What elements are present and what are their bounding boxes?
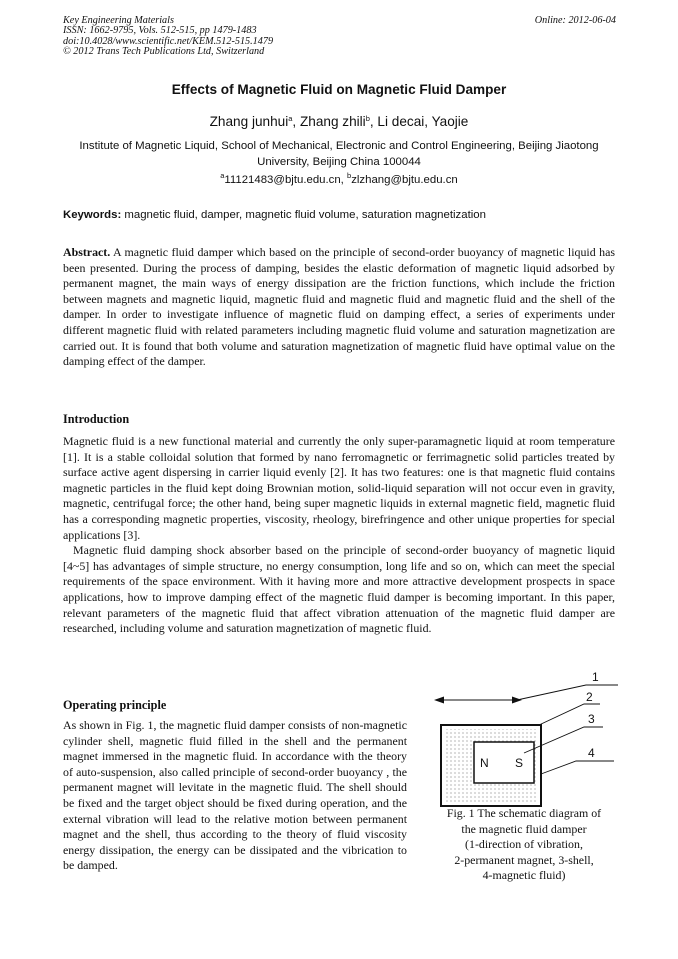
author-list xyxy=(0,114,678,129)
vibration-direction-arrow xyxy=(434,697,522,704)
abstract xyxy=(63,245,615,370)
keywords-label: Keywords: xyxy=(63,209,122,221)
operating-principle-body: As shown in Fig. 1, the magnetic fluid damper consists of non-magnetic cylinder shell, magnetic fluid filled in the shell and the permanent magnet immersed in the magnetic fluid. In accordance with the theory of auto-suspension, also called principle of second-order buoyancy , the permanent magnet will levitate in the magnetic fluid. The shell should be fixed and the target object should be fixed during operation, and the external vibration will lead to the relative motion between permanent magnet and the shell, thus according to the theory of fluid viscosity energy dissipation, the energy can be dissipated and the vibrication to be damped. xyxy=(63,718,407,873)
operating-principle-heading: Operating principle xyxy=(63,698,167,712)
damper-schematic-figure xyxy=(430,668,620,816)
author-2-mark: b xyxy=(365,114,370,123)
author-1: Zhang junhui xyxy=(209,114,289,129)
figure-label-4: 4 xyxy=(588,746,595,760)
figure-label-3: 3 xyxy=(588,712,595,726)
caption-line: (1-direction of vibration, xyxy=(465,837,583,852)
figure-label-2: 2 xyxy=(586,690,593,704)
introduction-paragraph-2: Magnetic fluid damping shock absorber based on the principle of second-order buoyancy of magnetic liquid [4~5] has advantages of simple structure, no energy consumption, long life and so on, which can meet the special requirements of the space environment. With it having more and more attractive development prospects in space applications, how to improve damping effect of the magnetic fluid damper is becoming important. In this paper, relevant parameters of the magnetic fluid that affect vibration attenuation of the magnetic fluid damper are researched, including volume and saturation magnetization of magnetic fluid. xyxy=(63,543,615,636)
caption-line: Fig. 1 The schematic diagram of xyxy=(446,806,602,820)
copyright-line: © 2012 Trans Tech Publications Ltd, Switzerland xyxy=(63,46,265,58)
paper-title: Effects of Magnetic Fluid on Magnetic Fluid Damper xyxy=(171,82,507,97)
keywords-text: magnetic fluid, damper, magnetic fluid volume, saturation magnetization xyxy=(121,209,486,221)
introduction-heading: Introduction xyxy=(63,412,130,426)
publication-info xyxy=(63,16,273,58)
email-b-mark: b xyxy=(347,171,352,180)
caption-line: 2-permanent magnet, 3-shell, xyxy=(454,852,594,867)
email-a-mark: a xyxy=(220,171,225,180)
abstract-label: Abstract. xyxy=(63,245,111,259)
keywords xyxy=(63,209,486,221)
affiliation: Institute of Magnetic Liquid, School of Mechanical, Electronic and Control Engineering, Beijing Jiaotong University, Beijing China 100044 xyxy=(79,140,599,168)
figure-label-1: 1 xyxy=(592,670,599,684)
figure-caption xyxy=(426,806,622,884)
email-b: zlzhang@bjtu.edu.cn xyxy=(351,174,458,186)
issn-line: ISSN: 1662-9795, Vols. 512-515, pp 1479-1483 xyxy=(63,25,257,37)
caption-line: 4-magnetic fluid) xyxy=(482,868,566,883)
other-authors: , Li decai, Yaojie xyxy=(369,114,469,129)
caption-line: the magnetic fluid damper xyxy=(461,821,587,836)
abstract-text: A magnetic fluid damper which based on the principle of second-order buoyancy of magnetic liquid has been presented. During the process of damping, besides the elastic deformation of magnetic liquid adsorbed by permanent magnet, the main ways of energy dissipation are the friction functions, which include the friction between magnets and magnetic liquid, magnetic fluid and magnetic fluid and magnetic fluid and the shell of the damper. In order to investigate influence of magnetic fluid on damping effect, a series of experiments under different magnetic fluid with related parameters including magnetic fluid volume and saturation magnetization are carried out. It is found that both volume and saturation magnetization of magnetic fluid have optimal value on the damping effect of the damper. xyxy=(63,245,615,369)
author-2: , Zhang zhili xyxy=(292,114,366,129)
magnet-pole-s: S xyxy=(515,756,524,770)
magnet-pole-n: N xyxy=(480,756,489,770)
introduction-body xyxy=(63,434,615,637)
doi-line: doi:10.4028/www.scientific.net/KEM.512-515.1479 xyxy=(63,35,274,47)
email-a: 11121483@bjtu.edu.cn, xyxy=(224,174,348,186)
introduction-paragraph-1: Magnetic fluid is a new functional material and currently the only super-paramagnetic liquid at room temperature [1]. It is a stable colloidal solution that formed by nano ferromagnetic or ferrimagnetic solid particles treated by surface active agent dispersing in carrier liquid evenly [2]. It has two features: one is that magnetic fluid contains magnetic particles in the fluid kept doing Brownian motion, solid-liquid separation will not occur even in gravity, magnetic, centrifugal force; the other hand, being super magnetic liquids in external magnetic field, magnetic fluid has a corresponding magnetic properties, viscosity, rheology, birefringence and other unique properties for special applications [3]. xyxy=(63,434,615,542)
author-emails xyxy=(0,171,678,186)
author-1-mark: a xyxy=(288,114,293,123)
online-date: Online: 2012-06-04 xyxy=(534,15,616,26)
journal-name: Key Engineering Materials xyxy=(63,15,174,26)
